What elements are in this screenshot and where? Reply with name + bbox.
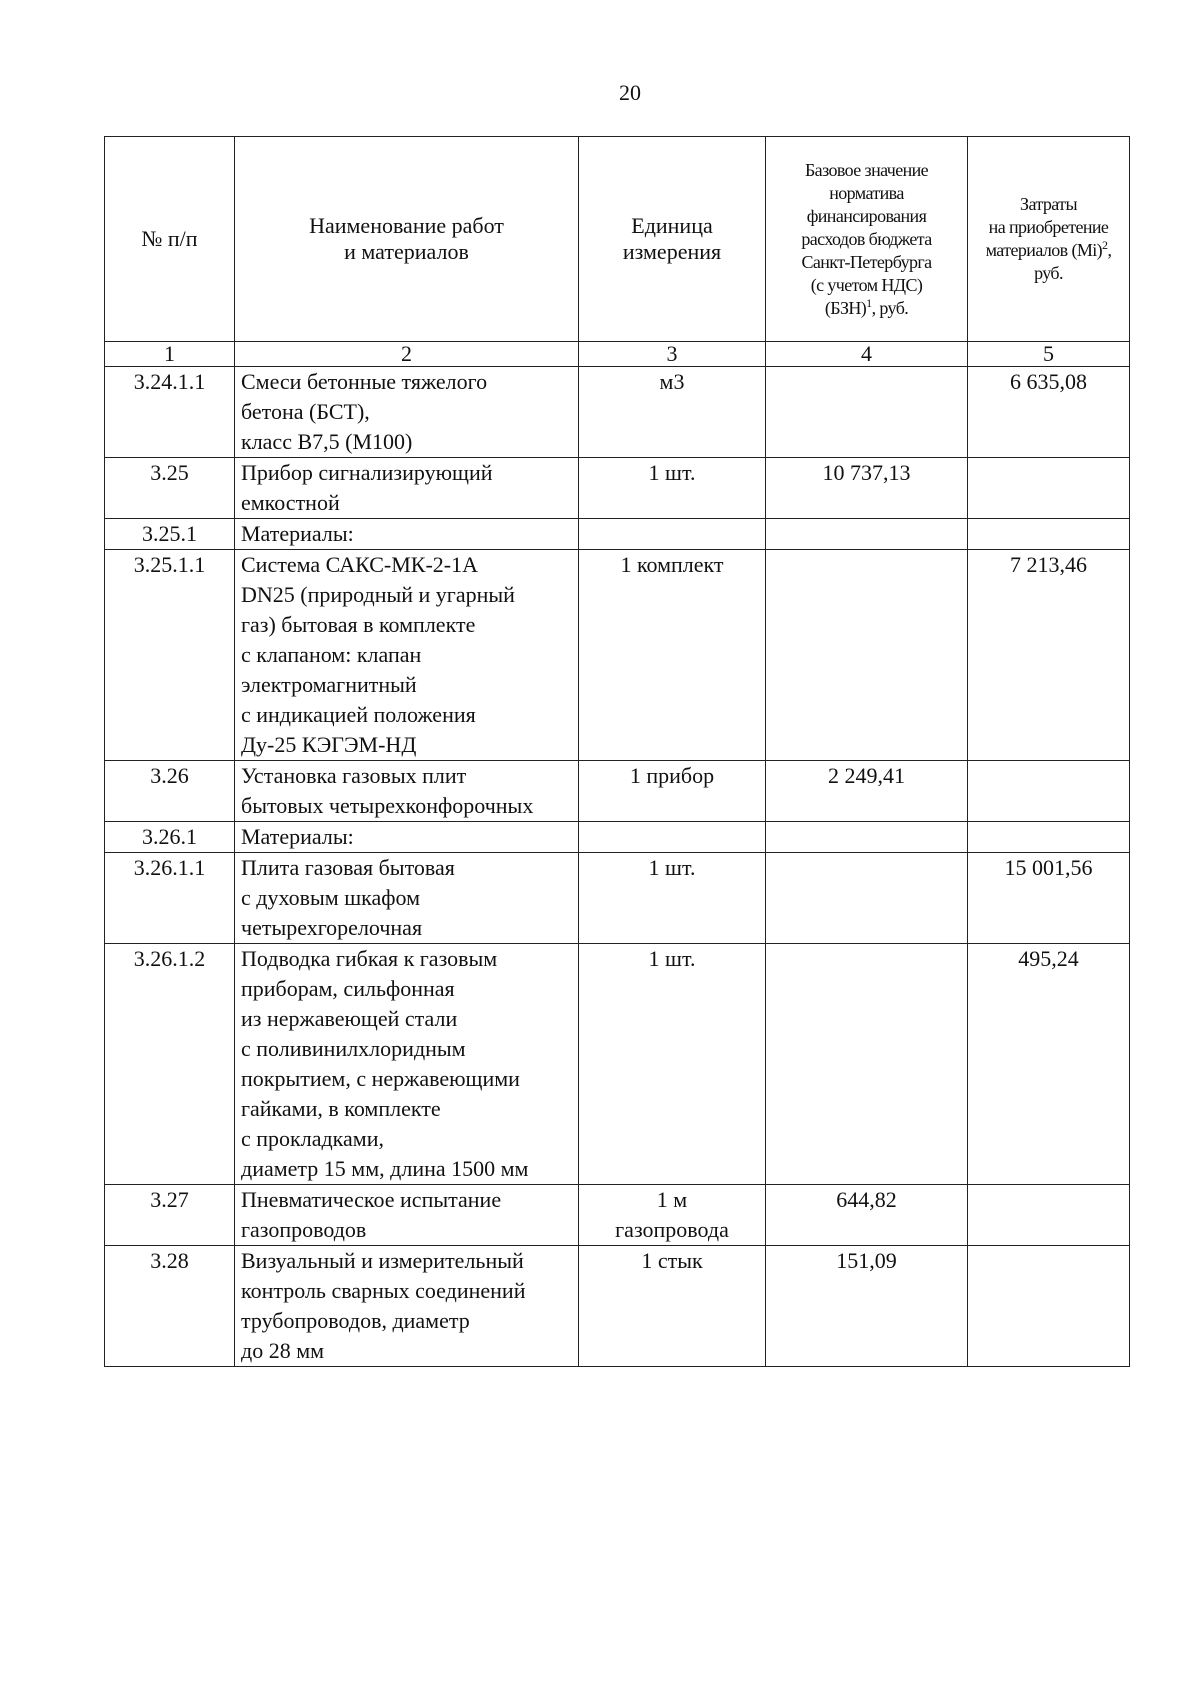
row-number: 3.25.1	[105, 519, 235, 550]
table-row	[105, 367, 1130, 458]
table-body	[105, 342, 1130, 1367]
row-unit	[579, 761, 766, 822]
row-name-line: Система САКС-МК-2-1А	[241, 552, 478, 577]
row-name-line: Подводка гибкая к газовым	[241, 946, 498, 971]
header-name-line: Наименование работ	[309, 213, 504, 238]
header-cost-line: руб.	[1034, 263, 1063, 283]
row-unit-line: 1 стык	[641, 1248, 703, 1273]
row-name-line: с индикацией положения	[241, 702, 476, 727]
row-base-value	[766, 944, 968, 1185]
row-name-line: Материалы:	[241, 824, 354, 849]
row-base-value	[766, 367, 968, 458]
table-row	[105, 761, 1130, 822]
row-name	[235, 367, 579, 458]
row-unit-line: 1 прибор	[629, 763, 715, 788]
row-unit	[579, 822, 766, 853]
header-name-line: и материалов	[344, 239, 469, 264]
row-base-value	[766, 550, 968, 761]
header-cost-comma: ,	[1107, 240, 1112, 260]
row-name-line: емкостной	[241, 490, 340, 515]
row-material-cost	[968, 1185, 1130, 1246]
row-name-line: контроль сварных соединений	[241, 1278, 526, 1303]
header-base-line: расходов бюджета	[801, 228, 932, 249]
row-material-cost: 7 213,46	[968, 550, 1130, 761]
row-number: 3.25	[105, 458, 235, 519]
row-name-line: Плита газовая бытовая	[241, 855, 455, 880]
column-number: 5	[968, 342, 1130, 367]
column-number: 2	[235, 342, 579, 367]
header-base-line: норматива	[829, 182, 904, 203]
table-row	[105, 1246, 1130, 1367]
row-material-cost	[968, 1246, 1130, 1367]
row-material-cost: 6 635,08	[968, 367, 1130, 458]
header-base-line: Санкт-Петербурга	[801, 251, 932, 272]
cost-table	[104, 136, 1130, 1367]
row-number: 3.26.1.1	[105, 853, 235, 944]
header-cost-line: Затраты	[1020, 194, 1077, 214]
row-unit-line: 1 комплект	[620, 552, 724, 577]
row-name	[235, 550, 579, 761]
row-name-line: DN25 (природный и угарный	[241, 582, 515, 607]
row-name-line: с клапаном: клапан	[241, 642, 422, 667]
row-name-line: приборам, сильфонная	[241, 976, 455, 1001]
row-name-line: трубопроводов, диаметр	[241, 1308, 470, 1333]
row-material-cost: 495,24	[968, 944, 1130, 1185]
row-name	[235, 519, 579, 550]
row-name-line: бетона (БСТ),	[241, 399, 370, 424]
row-name-line: бытовых четырехконфорочных	[241, 793, 534, 818]
row-name-line: Визуальный и измерительный	[241, 1248, 524, 1273]
row-name-line: диаметр 15 мм, длина 1500 мм	[241, 1156, 529, 1181]
row-unit-line: газопровода	[615, 1217, 729, 1242]
header-base-line: Базовое значение	[804, 159, 929, 180]
row-number: 3.27	[105, 1185, 235, 1246]
row-unit-line	[585, 519, 759, 549]
row-name-line: электромагнитный	[241, 672, 417, 697]
row-name	[235, 853, 579, 944]
row-name	[235, 1246, 579, 1367]
row-base-value: 151,09	[766, 1246, 968, 1367]
row-name	[235, 458, 579, 519]
row-name-line: газ) бытовая в комплекте	[241, 612, 476, 637]
row-name	[235, 761, 579, 822]
row-name-line: до 28 мм	[241, 1338, 325, 1363]
row-unit-line: 1 шт.	[648, 855, 696, 880]
row-name-line: покрытием, с нержавеющими	[241, 1066, 520, 1091]
row-material-cost	[968, 761, 1130, 822]
column-number: 1	[105, 342, 235, 367]
footnote-2-marker: 2	[1102, 238, 1108, 252]
header-cost	[968, 137, 1130, 342]
header-name	[235, 137, 579, 342]
table-row	[105, 944, 1130, 1185]
row-name-line: с прокладками,	[241, 1126, 384, 1151]
header-base	[766, 137, 968, 342]
row-name-line: Ду-25 КЭГЭМ-НД	[241, 732, 417, 757]
header-num: № п/п	[105, 137, 235, 342]
footnote-1-marker: 1	[866, 295, 872, 310]
row-base-value: 2 249,41	[766, 761, 968, 822]
row-name-line: Установка газовых плит	[241, 763, 467, 788]
row-unit-line: м3	[659, 369, 685, 394]
row-base-value	[766, 822, 968, 853]
header-unit-line: измерения	[622, 239, 722, 264]
column-number: 4	[766, 342, 968, 367]
header-base-line: финансирования	[806, 205, 927, 226]
row-material-cost: 15 001,56	[968, 853, 1130, 944]
row-name-line: гайками, в комплекте	[241, 1096, 441, 1121]
row-number: 3.26.1	[105, 822, 235, 853]
row-material-cost	[968, 822, 1130, 853]
row-number: 3.26.1.2	[105, 944, 235, 1185]
row-name	[235, 944, 579, 1185]
row-name-line: класс В7,5 (М100)	[241, 429, 413, 454]
header-base-abbrev: (БЗН)	[824, 297, 867, 318]
header-base-line	[768, 297, 965, 320]
row-unit	[579, 1246, 766, 1367]
header-unit-line: Единица	[631, 213, 713, 238]
row-base-value: 644,82	[766, 1185, 968, 1246]
page-number: 20	[619, 80, 641, 105]
row-base-value	[766, 853, 968, 944]
row-unit	[579, 1185, 766, 1246]
row-name-line: из нержавеющей стали	[241, 1006, 458, 1031]
row-name-line: газопроводов	[241, 1217, 367, 1242]
row-name-line: четырехгорелочная	[241, 915, 423, 940]
header-base-unit: , руб.	[871, 297, 909, 318]
header-cost-line: на приобретение	[988, 217, 1109, 237]
row-unit	[579, 853, 766, 944]
row-number: 3.25.1.1	[105, 550, 235, 761]
row-material-cost	[968, 519, 1130, 550]
row-base-value	[766, 519, 968, 550]
header-unit	[579, 137, 766, 342]
row-name-line: с поливинилхлоридным	[241, 1036, 466, 1061]
row-name-line: Пневматическое испытание	[241, 1187, 502, 1212]
row-unit-line: 1 шт.	[648, 460, 696, 485]
row-material-cost	[968, 458, 1130, 519]
table-row	[105, 458, 1130, 519]
header-cost-materials: материалов (Mi)	[985, 240, 1103, 260]
row-name	[235, 1185, 579, 1246]
row-unit-line: 1 шт.	[648, 946, 696, 971]
column-number-row	[105, 342, 1130, 367]
row-number: 3.26	[105, 761, 235, 822]
row-name	[235, 822, 579, 853]
column-number: 3	[579, 342, 766, 367]
row-unit	[579, 519, 766, 550]
row-number: 3.28	[105, 1246, 235, 1367]
row-unit-line: 1 м	[656, 1187, 688, 1212]
row-unit	[579, 550, 766, 761]
row-unit	[579, 367, 766, 458]
row-name-line: Материалы:	[241, 521, 354, 546]
table-row	[105, 519, 1130, 550]
row-name-line: Смеси бетонные тяжелого	[241, 369, 488, 394]
table-row	[105, 1185, 1130, 1246]
table-row	[105, 853, 1130, 944]
row-number: 3.24.1.1	[105, 367, 235, 458]
table-row	[105, 822, 1130, 853]
header-base-line: (с учетом НДС)	[810, 274, 923, 295]
header-row	[105, 137, 1130, 342]
table-row	[105, 550, 1130, 761]
row-name-line: Прибор сигнализирующий	[241, 460, 493, 485]
row-unit	[579, 944, 766, 1185]
row-unit-line	[585, 822, 759, 852]
header-cost-line	[970, 239, 1127, 262]
row-base-value: 10 737,13	[766, 458, 968, 519]
row-unit	[579, 458, 766, 519]
row-name-line: с духовым шкафом	[241, 885, 421, 910]
